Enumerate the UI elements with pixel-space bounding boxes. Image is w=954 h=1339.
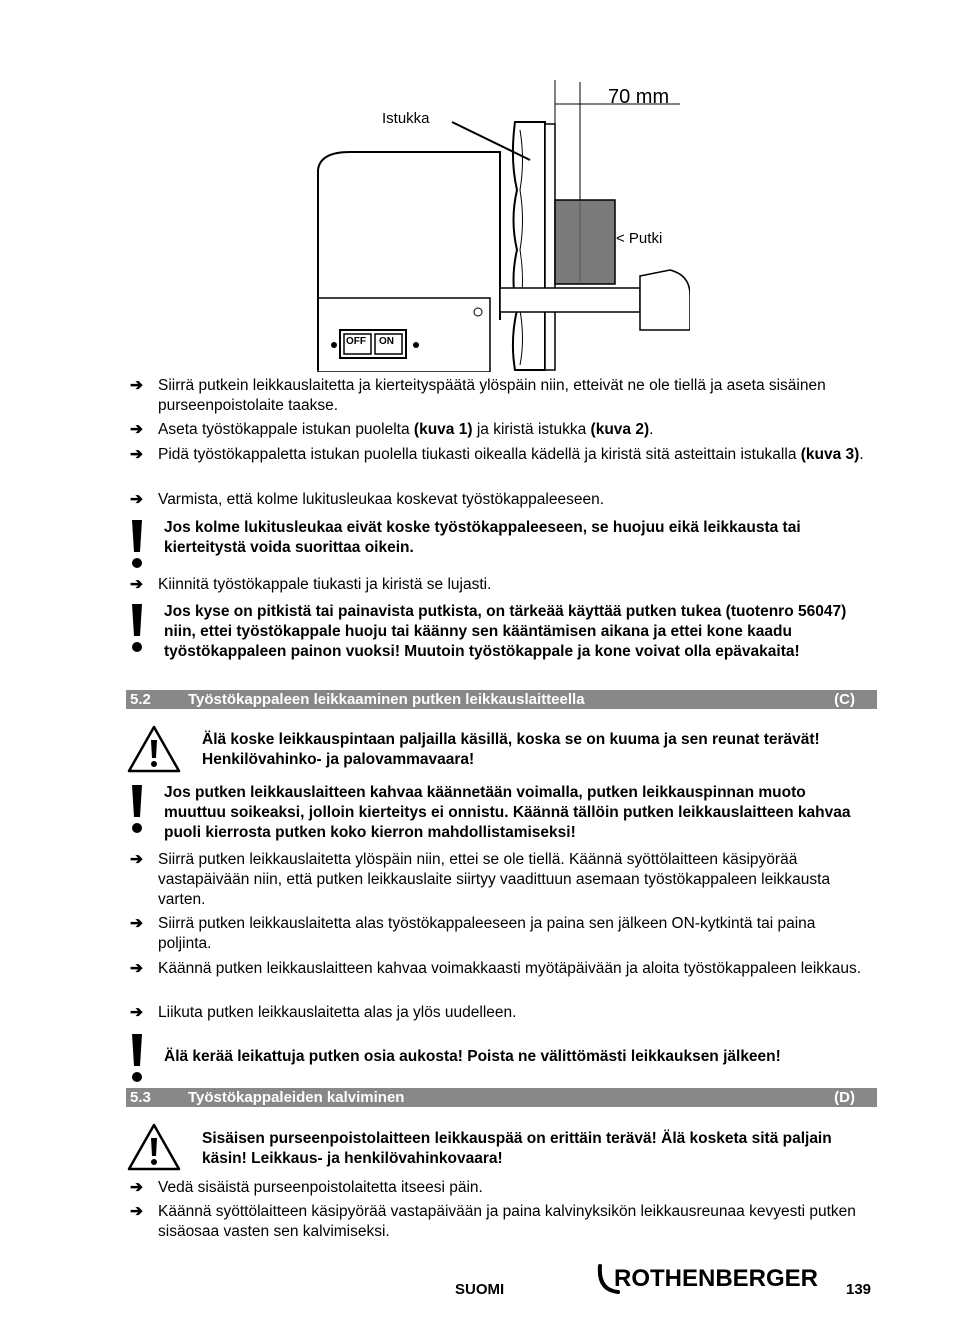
arrow-right-icon: ➔ [130,421,143,438]
off-button-label: OFF [346,336,366,347]
list-item: ➔ Vedä sisäistä purseenpoistolaitetta itseesi päin. [130,1179,483,1196]
list-item: ➔ Käännä putken leikkauslaitteen kahvaa voimakkaasti myötäpäivään ja aloita työstökappaleen leikkaus. [130,960,862,977]
warning-triangle-icon [126,724,182,774]
arrow-right-icon: ➔ [130,915,143,932]
label-70mm: 70 mm [608,86,670,108]
on-button-label: ON [379,336,394,347]
list-item: ➔ Varmista, että kolme lukitusleukaa koskevat työstökappaleeseen. [130,491,605,508]
arrow-right-icon: ➔ [130,851,143,868]
warning-note: Jos kolme lukitusleukaa eivät koske työstökappaleeseen, se huojuu eikä leikkausta tai kierteitystä voida suorittaa oikein. [130,518,870,558]
brand-wordmark: ROTHENBERGER [614,1265,819,1292]
list-item: ➔ Pidä työstökappaletta istukan puolella tiukasti oikealla kädellä ja kiristä sitä asteittain istukalla (kuva 3). [130,446,864,463]
footer-language: SUOMI [455,1281,505,1298]
label-putki: < Putki [616,230,663,247]
caution-text: Sisäisen purseenpoistolaitteen leikkauspää on erittäin terävä! Älä kosketa sitä paljain käsin! Leikkaus- ja henkilövahinkovaara! [202,1130,832,1167]
list-item: ➔ Liikuta putken leikkauslaitetta alas ja ylös uudelleen. [130,1004,517,1021]
exclamation-icon [130,602,144,654]
arrow-right-icon: ➔ [130,1203,143,1220]
label-istukka: Istukka [382,110,430,127]
arrow-right-icon: ➔ [130,1004,143,1021]
list-item: ➔ Siirrä putken leikkauslaitetta alas työstökappaleeseen ja paina sen jälkeen ON-kytkintä tai paina poljinta. [130,915,816,952]
machine-illustration [310,80,690,372]
arrow-right-icon: ➔ [130,576,143,593]
warning-note: Jos kyse on pitkistä tai painavista putkista, on tärkeää käyttää putken tukea (tuotenro 56047) niin, ettei työstökappale huoju tai käänny sen kääntämisen aikana ja ettei kone kaadu työstökappaleen painon vuoksi! Muutoin työstökappale ja kone voivat olla epävakaita! [130,602,870,662]
machine-figure [310,80,690,372]
arrow-right-icon: ➔ [130,491,143,508]
warning-note: Älä kerää leikattuja putken osia aukosta! Poista ne välittömästi leikkauksen jälkeen! [130,1032,870,1067]
list-item: ➔ Siirrä putken leikkauslaitetta ylöspäin niin, ettei se ole tiellä. Käännä syöttölaitteen käsipyörää vastapäivään niin, että putken leikkauslaite siirtyy vaadittuun asemaan työstökappaleen leikkausta varten. [130,851,831,908]
list-item: ➔ Käännä syöttölaitteen käsipyörää vastapäivään ja paina kalvinyksikön leikkausreunaa kevyesti putken sisäosaa vasten sen kalvimiseksi. [130,1203,856,1240]
list-item: ➔ Kiinnitä työstökappale tiukasti ja kiristä se lujasti. [130,576,492,593]
list-item: ➔ Siirrä putkein leikkauslaitetta ja kierteityspäätä ylöspäin niin, etteivät ne ole tiellä ja aseta sisäinen purseenpoistolaite taakse. [130,377,826,414]
page-number: 139 [846,1281,872,1298]
arrow-right-icon: ➔ [130,960,143,977]
arrow-right-icon: ➔ [130,1179,143,1196]
brand-logo [596,1262,828,1303]
list-item: ➔ Aseta työstökappale istukan puolelta (kuva 1) ja kiristä istukka (kuva 2). [130,421,654,438]
exclamation-icon [130,1032,144,1084]
arrow-right-icon: ➔ [130,446,143,463]
exclamation-icon [130,518,144,570]
caution-text: Älä koske leikkauspintaan paljailla käsillä, koska se on kuuma ja sen reunat terävät! Henkilövahinko- ja palovammavaara! [202,731,820,768]
arrow-right-icon: ➔ [130,377,143,394]
exclamation-icon [130,783,144,835]
section-heading: 5.2 Työstökappaleen leikkaaminen putken leikkauslaitteella (C) [126,690,877,709]
warning-triangle-icon [126,1122,182,1172]
rothenberger-logo-icon [596,1262,828,1298]
section-heading: 5.3 Työstökappaleiden kalviminen (D) [126,1088,877,1107]
warning-note: Jos putken leikkauslaitteen kahvaa käännetään voimalla, putken leikkauspinnan muoto muuttuu soikeaksi, jolloin kierteitys ei onnistu. Käännä tällöin putken leikkauslaitteen kahvaa puoli kierrosta putken koko kierron mahdollistamiseksi! [130,783,870,843]
